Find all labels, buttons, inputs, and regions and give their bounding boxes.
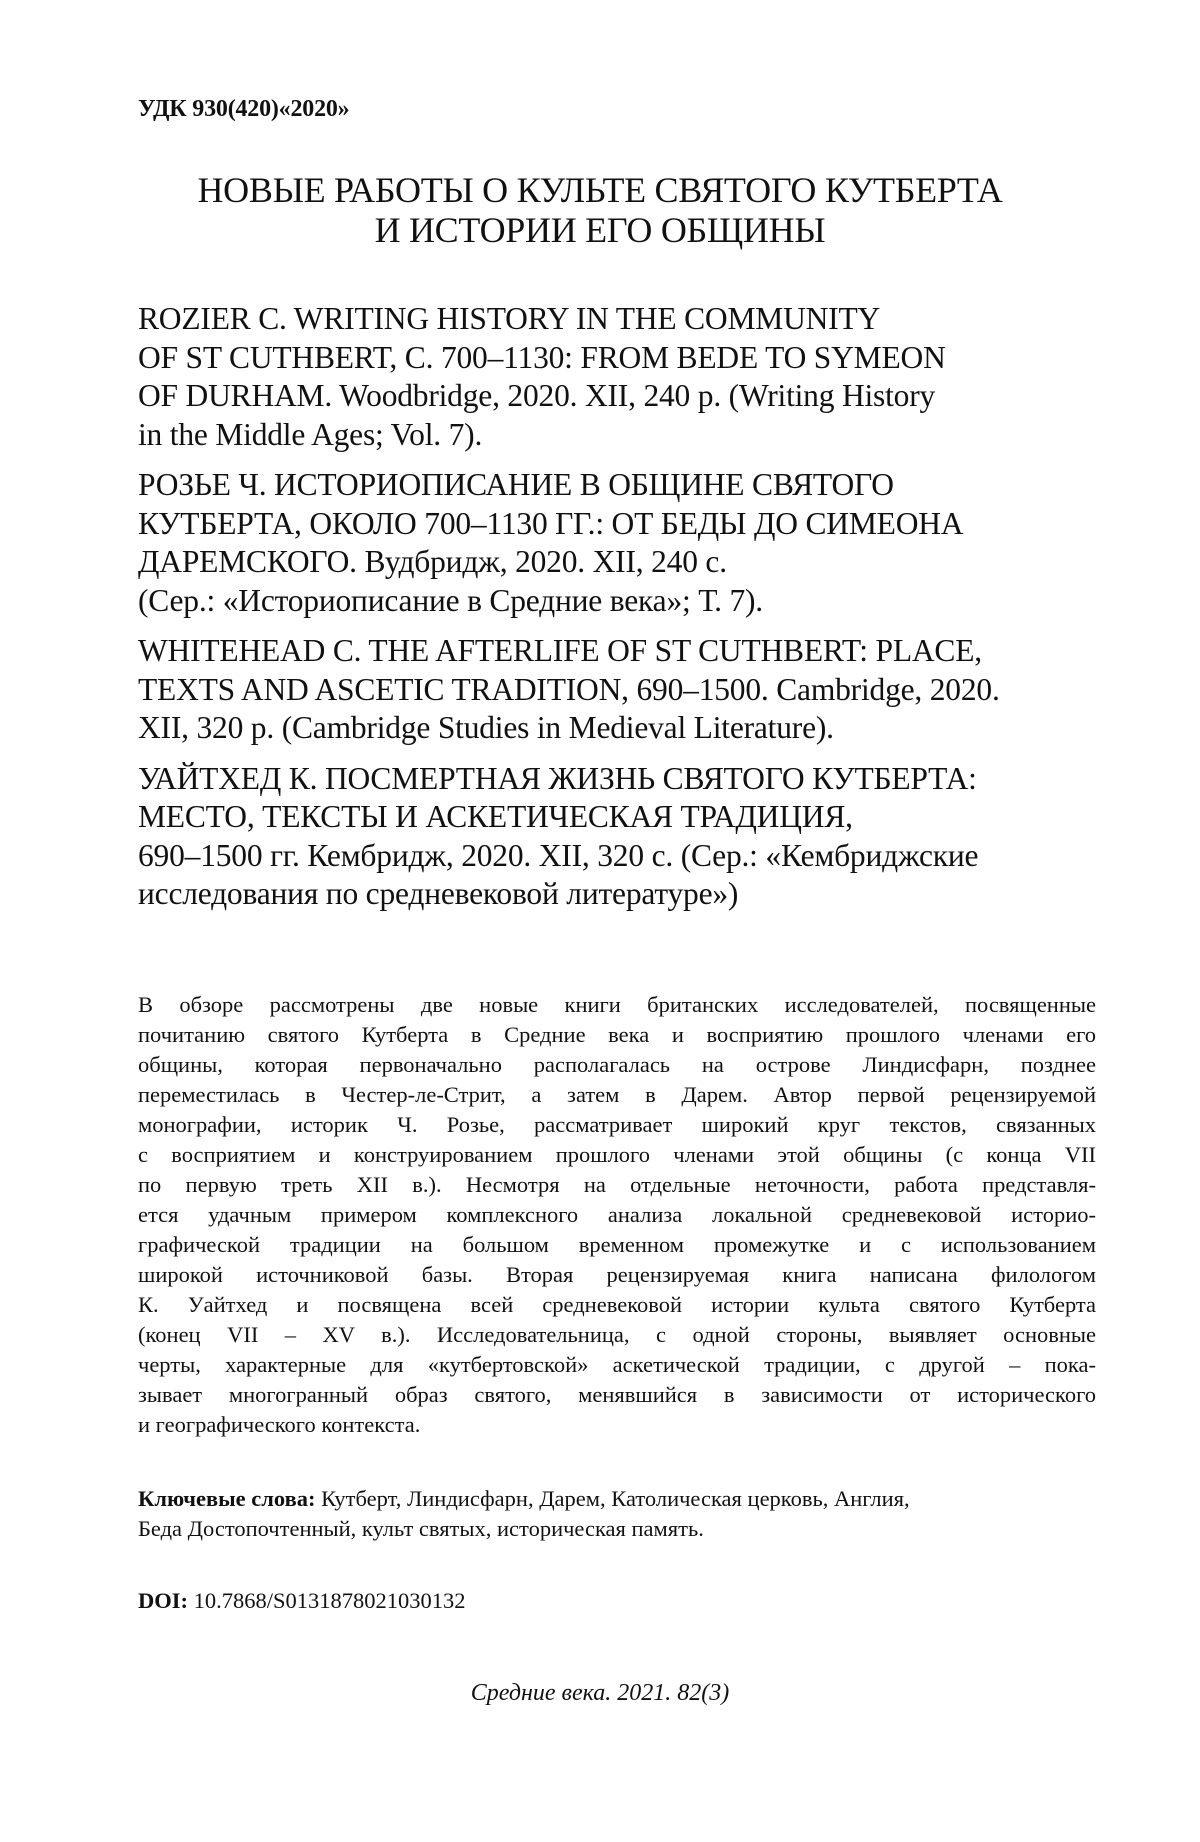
reference-line: исследования по средневековой литературе») — [138, 875, 1078, 914]
udk-code: УДК 930(420)«2020» — [138, 96, 350, 123]
abstract-line: монографии, историк Ч. Розье, рассматривает широкий круг текстов, связанных — [138, 1110, 1096, 1140]
reference-line: КУТБЕРТА, ОКОЛО 700–1130 ГГ.: ОТ БЕДЫ ДО СИМЕОНА — [138, 505, 1078, 544]
doi-value: 10.7868/S0131878021030132 — [188, 1588, 466, 1613]
abstract-line: широкой источниковой базы. Вторая рецензируемая книга написана филологом — [138, 1260, 1096, 1290]
abstract-line: по первую треть XII в.). Несмотря на отдельные неточности, работа представля- — [138, 1170, 1096, 1200]
reference-whitehead-en — [138, 632, 1078, 748]
abstract-line: К. Уайтхед и посвящена всей средневековой истории культа святого Кутберта — [138, 1290, 1096, 1320]
reference-line: TEXTS AND ASCETIC TRADITION, 690–1500. Cambridge, 2020. — [138, 671, 1078, 710]
abstract-line: ется удачным примером комплексного анализа локальной средневековой историо- — [138, 1200, 1096, 1230]
reference-rozier-ru — [138, 466, 1078, 620]
keywords-text: Кутберт, Линдисфарн, Дарем, Католическая церковь, Англия, — [315, 1486, 909, 1511]
abstract-line: и географического контекста. — [138, 1410, 1096, 1440]
reference-line: XII, 320 p. (Cambridge Studies in Medieval Literature). — [138, 709, 1078, 748]
doi — [138, 1586, 466, 1616]
reference-line: ROZIER C. WRITING HISTORY IN THE COMMUNITY — [138, 300, 1078, 339]
keywords-label: Ключевые слова: — [138, 1486, 315, 1511]
reviewed-books-list — [138, 300, 1078, 926]
reference-line: (Сер.: «Историописание в Средние века»; Т. 7). — [138, 582, 1078, 621]
reference-rozier-en — [138, 300, 1078, 454]
reference-whitehead-ru — [138, 760, 1078, 914]
reference-line: МЕСТО, ТЕКСТЫ И АСКЕТИЧЕСКАЯ ТРАДИЦИЯ, — [138, 798, 1078, 837]
doi-label: DOI: — [138, 1588, 188, 1613]
abstract-line: переместилась в Честер-ле-Стрит, а затем в Дарем. Автор первой рецензируемой — [138, 1080, 1096, 1110]
article-title — [138, 170, 1062, 250]
abstract-line: В обзоре рассмотрены две новые книги британских исследователей, посвященные — [138, 990, 1096, 1020]
reference-line: РОЗЬЕ Ч. ИСТОРИОПИСАНИЕ В ОБЩИНЕ СВЯТОГО — [138, 466, 1078, 505]
journal-page — [0, 0, 1200, 1842]
keywords-line — [138, 1484, 1096, 1514]
reference-line: WHITEHEAD C. THE AFTERLIFE OF ST CUTHBERT: PLACE, — [138, 632, 1078, 671]
reference-line: УАЙТХЕД К. ПОСМЕРТНАЯ ЖИЗНЬ СВЯТОГО КУТБЕРТА: — [138, 760, 1078, 799]
abstract-line: с восприятием и конструированием прошлого членами этой общины (с конца VII — [138, 1140, 1096, 1170]
reference-line: 690–1500 гг. Кембридж, 2020. XII, 320 с. (Сер.: «Кембриджские — [138, 837, 1078, 876]
abstract-line: (конец VII – XV в.). Исследовательница, с одной стороны, выявляет основные — [138, 1320, 1096, 1350]
keywords — [138, 1484, 1096, 1544]
title-line: И ИСТОРИИ ЕГО ОБЩИНЫ — [138, 210, 1062, 250]
reference-line: in the Middle Ages; Vol. 7). — [138, 416, 1078, 455]
reference-line: OF DURHAM. Woodbridge, 2020. XII, 240 p. (Writing History — [138, 377, 1078, 416]
reference-line: ДАРЕМСКОГО. Вудбридж, 2020. XII, 240 с. — [138, 543, 1078, 582]
abstract-line: почитанию святого Кутберта в Средние века и восприятию прошлого членами его — [138, 1020, 1096, 1050]
title-line: НОВЫЕ РАБОТЫ О КУЛЬТЕ СВЯТОГО КУТБЕРТА — [138, 170, 1062, 210]
reference-line: OF ST CUTHBERT, C. 700–1130: FROM BEDE TO SYMEON — [138, 339, 1078, 378]
abstract-line: черты, характерные для «кутбертовской» аскетической традиции, с другой – пока- — [138, 1350, 1096, 1380]
abstract-line: общины, которая первоначально располагалась на острове Линдисфарн, позднее — [138, 1050, 1096, 1080]
abstract-line: графической традиции на большом временном промежутке и с использованием — [138, 1230, 1096, 1260]
abstract — [138, 990, 1096, 1440]
journal-footer: Средние века. 2021. 82(3) — [0, 1680, 1200, 1707]
abstract-line: зывает многогранный образ святого, менявшийся в зависимости от исторического — [138, 1380, 1096, 1410]
keywords-line: Беда Достопочтенный, культ святых, историческая память. — [138, 1514, 1096, 1544]
